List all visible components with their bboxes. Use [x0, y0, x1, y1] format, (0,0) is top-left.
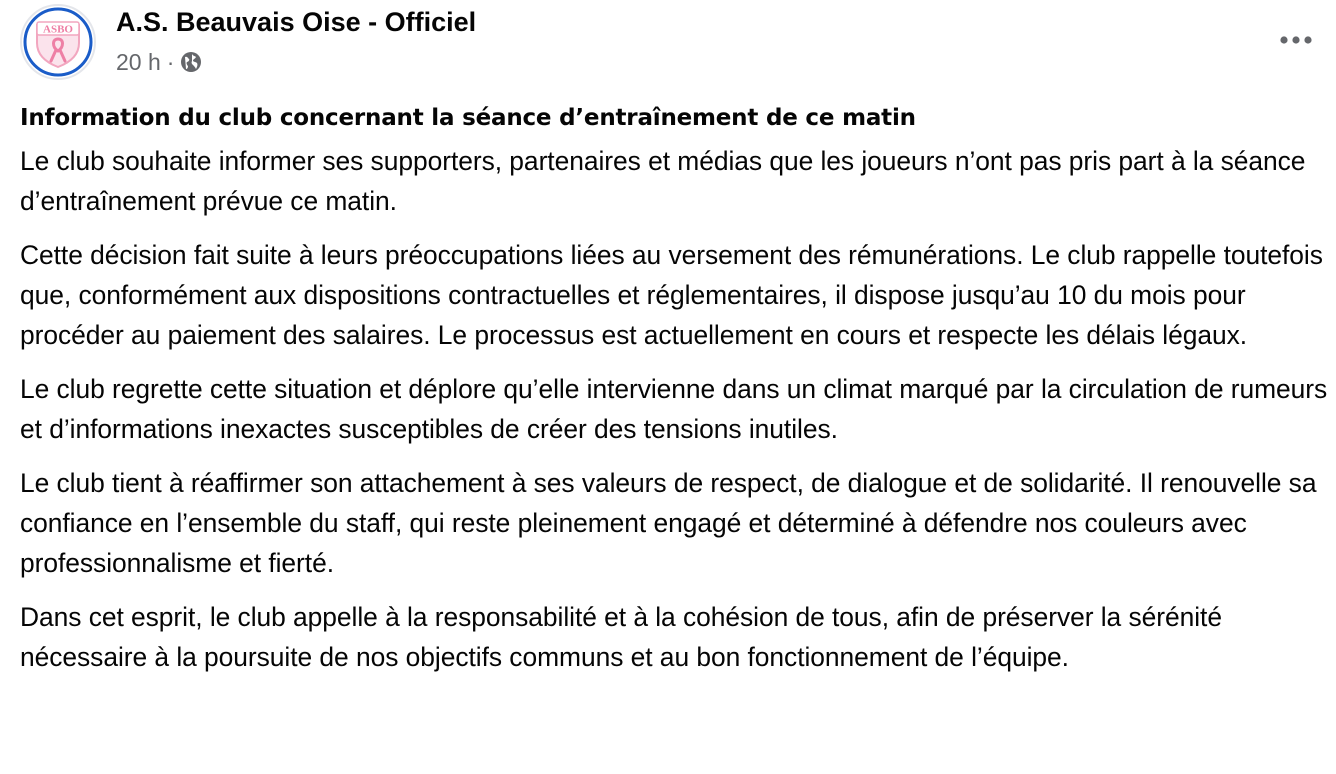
- more-horizontal-icon[interactable]: [1276, 20, 1316, 60]
- post-content: [20, 98, 1332, 691]
- post-paragraph: Le club regrette cette situation et déplore qu’elle intervienne dans un climat marqué par la circulation de rumeurs et d’informations inexactes susceptibles de créer des tensions inutiles.: [20, 374, 1328, 444]
- post-paragraph: Le club souhaite informer ses supporters, partenaires et médias que les joueurs n’ont pas pris part à la séance d’entraînement prévue ce matin.: [20, 146, 1306, 216]
- svg-text:ASBO: ASBO: [43, 23, 73, 36]
- post-paragraph: Le club tient à réaffirmer son attachement à ses valeurs de respect, de dialogue et de solidarité. Il renouvelle sa confiance en l’ensemble du staff, qui reste pleinement engagé et déterminé à défendre nos couleurs avec professionnalisme et fierté.: [20, 468, 1317, 578]
- asbo-logo: [23, 7, 93, 77]
- globe-icon[interactable]: [180, 51, 202, 73]
- post-paragraph: Cette décision fait suite à leurs préoccupations liées au versement des rémunérations. Le club rappelle toutefois que, conformément aux dispositions contractuelles et réglementaires, il dispose jusqu’au 10 du mois pour procéder au paiement des salaires. Le processus est actuellement en cours et respecte les délais légaux.: [20, 240, 1323, 350]
- post-meta: [116, 47, 202, 77]
- page-name[interactable]: A.S. Beauvais Oise - Officiel: [116, 7, 477, 37]
- page-avatar[interactable]: [20, 4, 96, 80]
- post-paragraph: Dans cet esprit, le club appelle à la responsabilité et à la cohésion de tous, afin de préserver la sérénité nécessaire à la poursuite de nos objectifs communs et au bon fonctionnement de l’équipe.: [20, 602, 1222, 672]
- post-title: Information du club concernant la séance d’entraînement de ce matin: [20, 105, 916, 131]
- meta-separator: ·: [166, 49, 175, 75]
- post-header: [20, 2, 1316, 82]
- post-time[interactable]: 20 h: [116, 49, 161, 75]
